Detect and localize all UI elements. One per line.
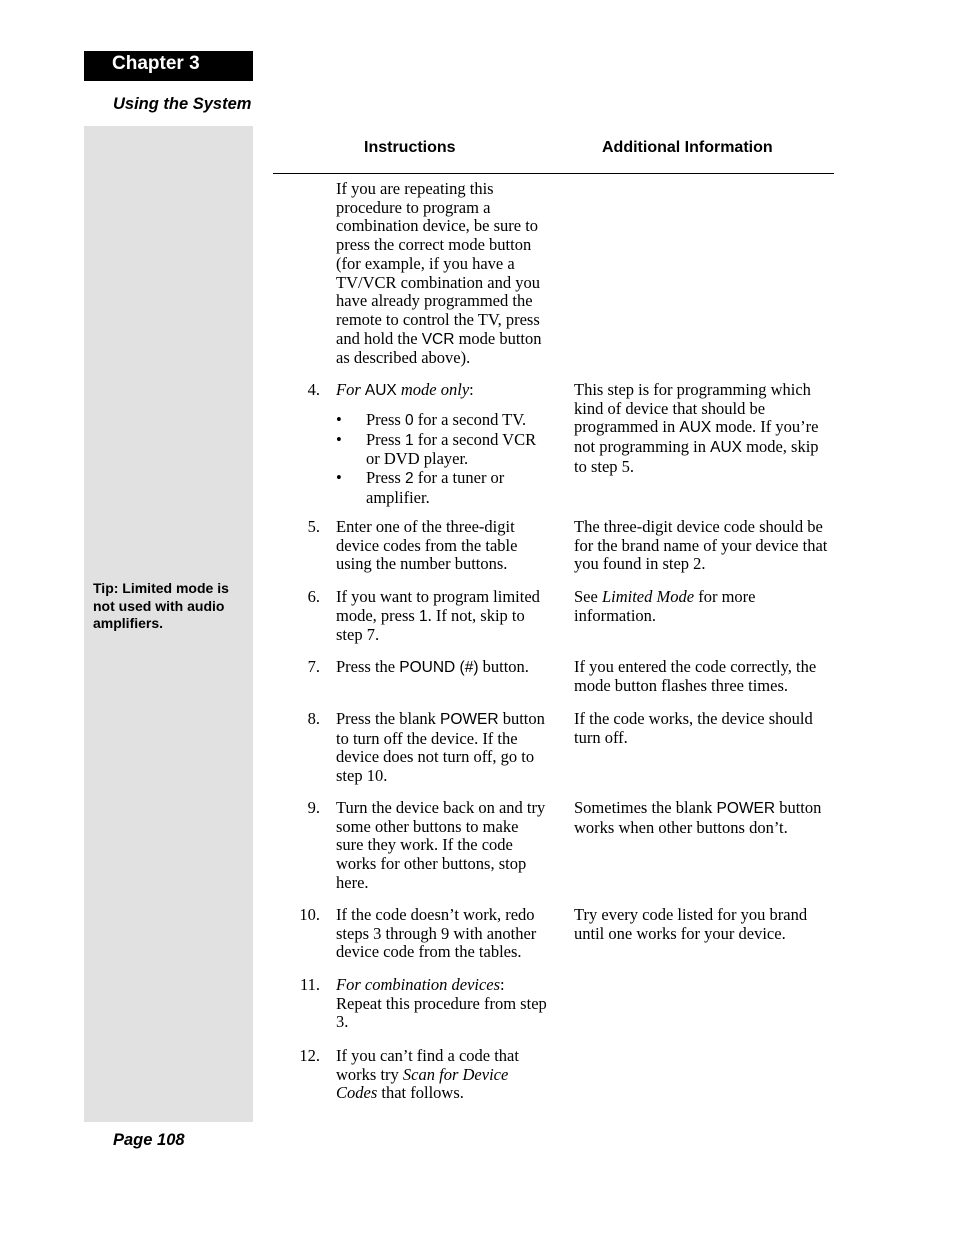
step-8-info: If the code works, the device should turn off. [574,709,813,747]
chapter-title: Chapter 3 [112,53,200,74]
vcr-key: VCR [421,330,455,348]
list-item: • Press 2 for a tuner or amplifier. [336,468,505,507]
chapter-bar [84,51,253,81]
step-9-number: 9. [307,798,320,817]
page-number: Page 108 [113,1131,185,1149]
step-8-number: 8. [307,709,320,728]
step-7-number: 7. [307,657,320,676]
step-4-info: This step is for programming which kind of device that should be programmed in AUX mode. If you’re not programming in AUX mode, skip to step 5. [574,380,819,476]
bullet-icon: • [336,410,342,429]
aux-key: AUX [364,382,397,399]
step-5-text: Enter one of the three-digit device codes from the table using the number buttons. [336,517,518,574]
step-12-number: 12. [299,1046,320,1065]
step-9-info: Sometimes the blank POWER button works when other buttons don’t. [574,798,822,837]
step-10-info: Try every code listed for you brand until one works for your device. [574,905,808,943]
intro-paragraph: If you are repeating this procedure to program a combination device, be sure to press the correct mode button (for example, if you have a TV/VCR combination and you have already programmed the remote to control the TV, press and hold the VCR mode button as described above). [336,179,542,368]
step-6-text: If you want to program limited mode, press 1. If not, skip to step 7. [336,587,540,645]
step-11-text: For combination devices: Repeat this procedure from step 3. [336,975,547,1032]
step-6-number: 6. [307,587,320,606]
sidebar [84,126,253,1122]
step-4-bullets [336,411,548,508]
additional-info-header: Additional Information [602,139,773,156]
step-5-info: The three-digit device code should be for the brand name of your device that you found in step 2. [574,517,828,574]
step-5-number: 5. [307,517,320,536]
list-item: • Press 1 for a second VCR or DVD player. [336,429,537,469]
list-item: • Press 0 for a second TV. [336,410,527,429]
step-6-info: See Limited Mode for more information. [574,587,756,625]
instructions-header: Instructions [364,139,456,156]
tip-note: Tip: Limited mode is not used with audio amplifiers. [93,580,229,631]
step-10-number: 10. [299,905,320,924]
bullet-icon: • [336,429,342,449]
step-7-text: Press the POUND (#) button. [336,657,529,676]
step-4-number: 4. [307,380,320,399]
step-4-lead: For AUX mode only: [336,380,474,399]
step-10-text: If the code doesn’t work, redo steps 3 through 9 with another device code from the tables. [336,905,537,962]
step-8-text: Press the blank POWER button to turn off the device. If the device does not turn off, go to step 10. [336,709,545,786]
section-title: Using the System [113,95,252,113]
step-11-number: 11. [299,975,320,994]
step-9-text: Turn the device back on and try some other buttons to make sure they work. If the code works for other buttons, stop here. [336,798,546,892]
bullet-icon: • [336,468,342,488]
step-7-info: If you entered the code correctly, the mode button flashes three times. [574,657,817,695]
header-rule [273,173,834,174]
step-12-text: If you can’t find a code that works try Scan for Device Codes that follows. [336,1046,519,1103]
